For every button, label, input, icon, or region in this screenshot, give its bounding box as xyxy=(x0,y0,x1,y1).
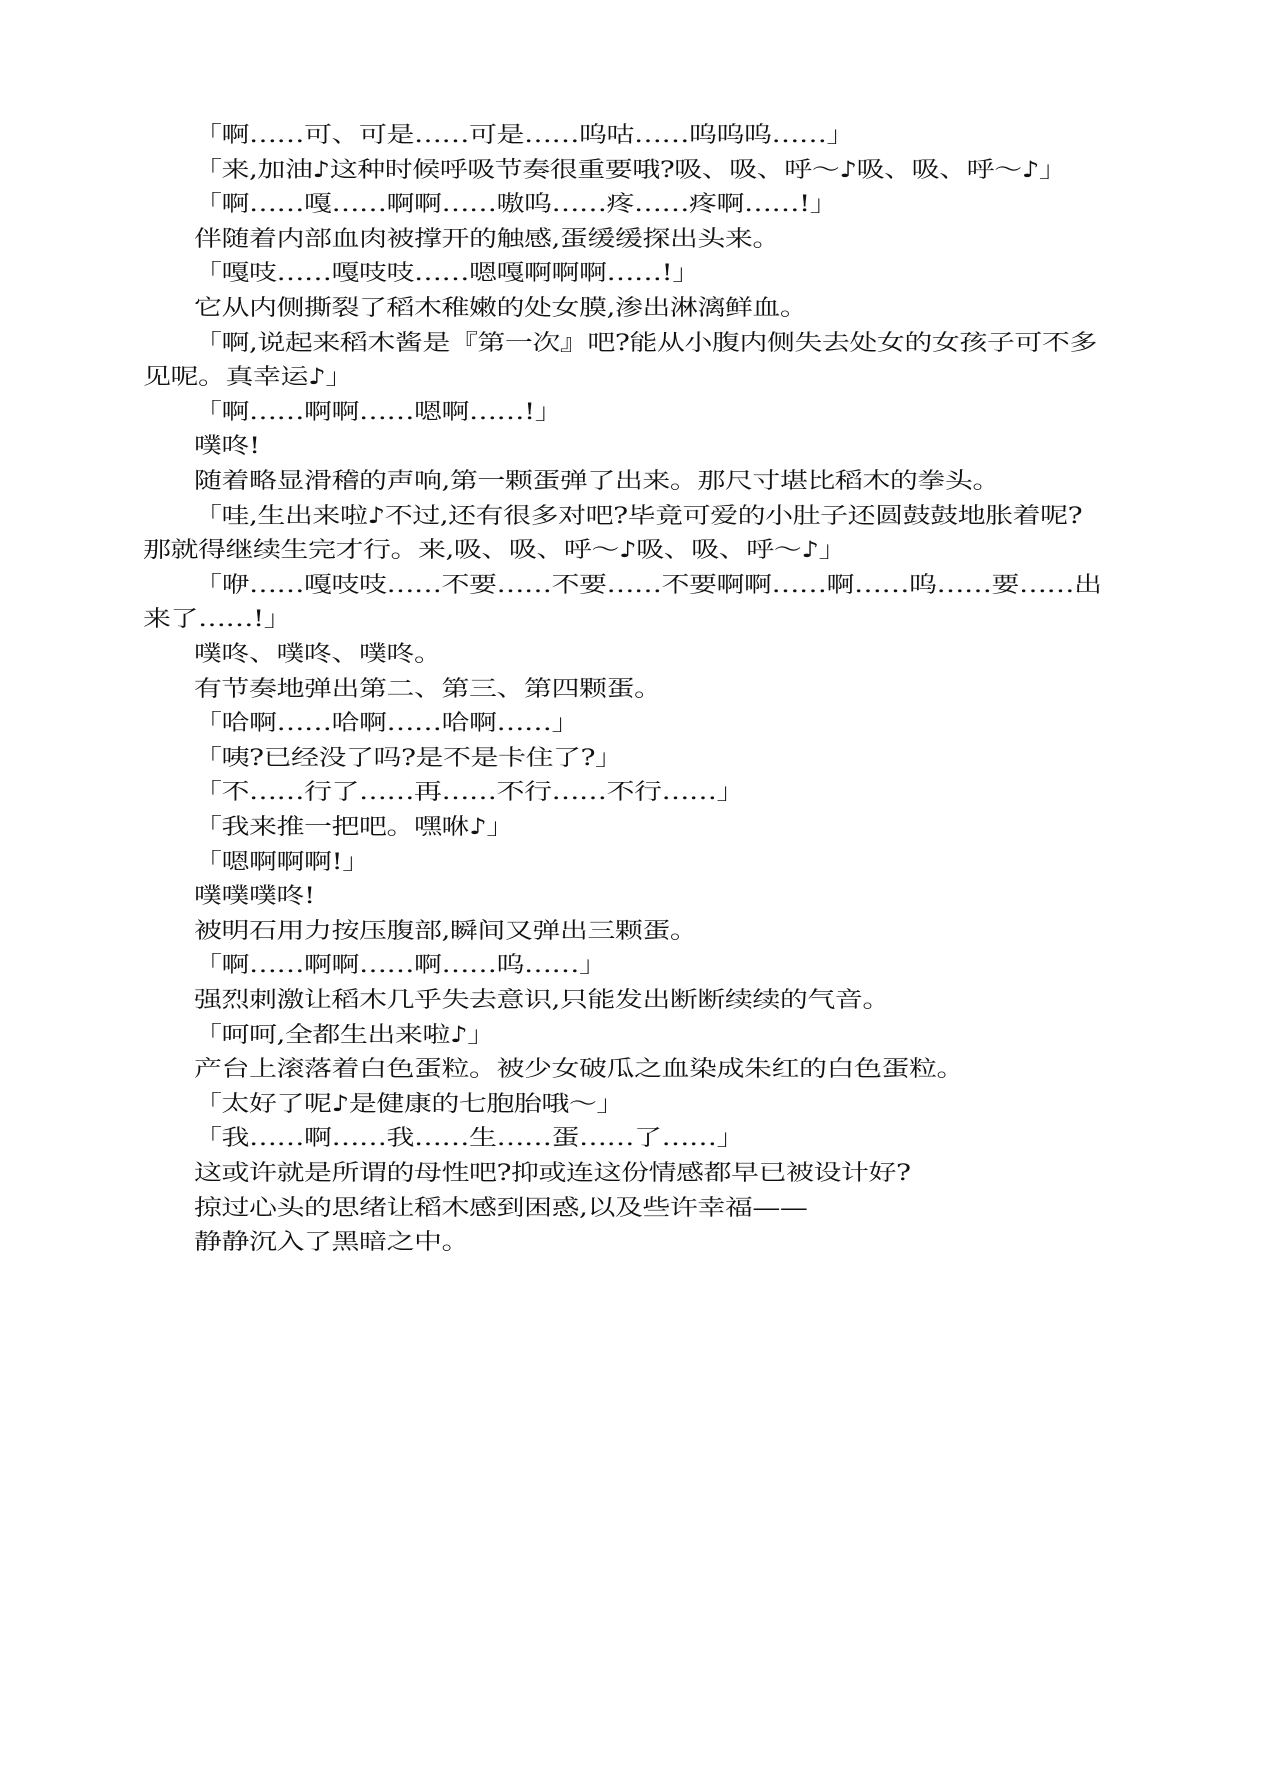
text-line: 「啊……啊啊……嗯啊……!」 xyxy=(194,398,563,425)
text-line: 静静沉入了黑暗之中。 xyxy=(194,1228,470,1255)
text-line: 「咦?已经没了吗?是不是卡住了?」 xyxy=(194,744,623,771)
text-line: 「啊,说起来稻木酱是『第一次』吧?能从小腹内侧失去处女的女孩子可不多 xyxy=(194,328,1097,356)
text-line: 有节奏地弹出第二、第三、第四颗蛋。 xyxy=(194,674,662,702)
text-line: 噗咚、噗咚、噗咚。 xyxy=(194,640,442,667)
text-line: 它从内侧撕裂了稻木稚嫩的处女膜,渗出淋漓鲜血。 xyxy=(194,294,808,321)
text-line: 「嗯啊啊啊!」 xyxy=(194,847,370,875)
text-line: 噗噗噗咚! xyxy=(194,882,315,909)
text-line: 被明石用力按压腹部,瞬间又弹出三颗蛋。 xyxy=(194,917,698,944)
text-line: 伴随着内部血肉被撑开的触感,蛋缓缓探出头来。 xyxy=(194,225,780,252)
text-line: 「咿……嘎吱吱……不要……不要……不要啊啊……啊……呜……要……出 xyxy=(194,571,1102,598)
text-line: 来了……!」 xyxy=(143,605,292,633)
text-line: 这或许就是所谓的母性吧?抑或连这份情感都早已被设计好? xyxy=(194,1159,911,1186)
text-line: 强烈刺激让稻木几乎失去意识,只能发出断断续续的气音。 xyxy=(194,986,890,1013)
text-line: 「啊……啊啊……啊……呜……」 xyxy=(194,951,607,979)
text-line: 见呢。真幸运♪」 xyxy=(143,363,353,390)
text-line: 「啊……可、可是……可是……呜咕……呜呜呜……」 xyxy=(194,121,855,148)
text-line: 「来,加油♪这种时候呼吸节奏很重要哦?吸、吸、呼～♪吸、吸、呼～♪」 xyxy=(194,155,1067,183)
text-line: 产台上滚落着白色蛋粒。被少女破瓜之血染成朱红的白色蛋粒。 xyxy=(194,1055,965,1082)
text-line: 随着略显滑稽的声响,第一颗蛋弹了出来。那尺寸堪比稻木的拳头。 xyxy=(194,467,1000,494)
text-line: 「哈啊……哈啊……哈啊……」 xyxy=(194,709,580,736)
text-line: 噗咚! xyxy=(194,432,260,460)
text-line: 「嘎吱……嘎吱吱……嗯嘎啊啊啊……!」 xyxy=(194,259,700,287)
text-line: 「呵呵,全都生出来啦♪」 xyxy=(194,1020,495,1048)
text-line: 「不……行了……再……不行……不行……」 xyxy=(194,778,745,806)
text-line: 掠过心头的思绪让稻木感到困惑,以及些许幸福—— xyxy=(194,1193,808,1221)
text-line: 「啊……嘎……啊啊……嗷呜……疼……疼啊……!」 xyxy=(194,190,838,217)
text-line: 那就得继续生完才行。来,吸、吸、呼～♪吸、吸、呼～♪」 xyxy=(143,536,847,563)
text-line: 「太好了呢♪是健康的七胞胎哦～」 xyxy=(194,1090,624,1117)
text-line: 「哇,生出来啦♪不过,还有很多对吧?毕竟可爱的小肚子还圆鼓鼓地胀着呢? xyxy=(194,501,1083,529)
text-line: 「我……啊……我……生……蛋……了……」 xyxy=(194,1124,745,1152)
text-line: 「我来推一把吧。嘿咻♪」 xyxy=(194,813,514,840)
